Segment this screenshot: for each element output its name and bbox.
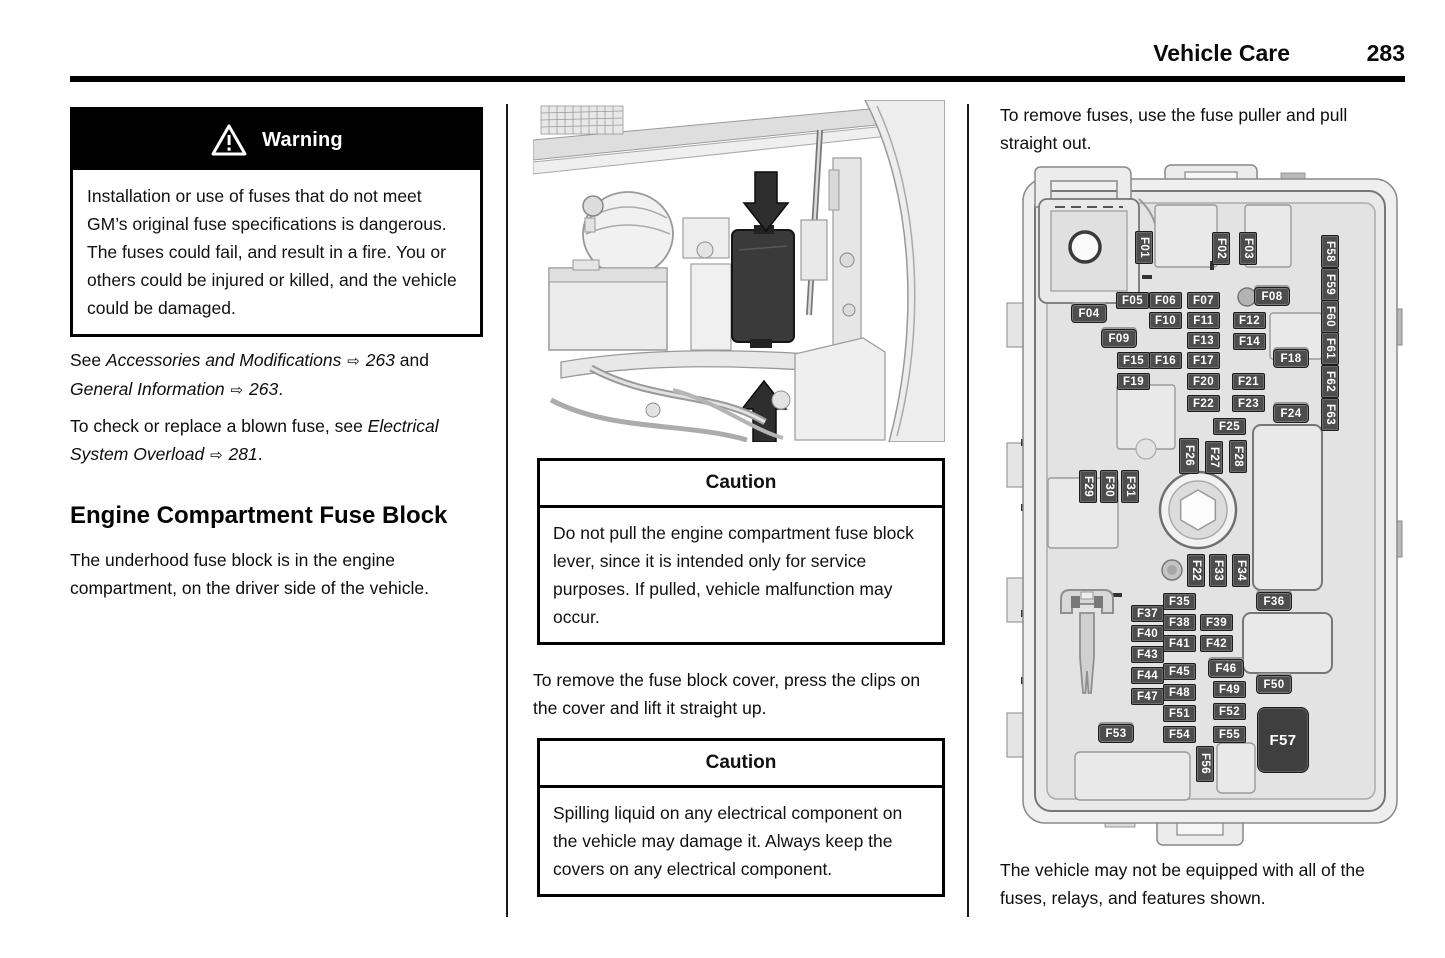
fuse-label-F62-7: F62 <box>1321 365 1339 398</box>
fuse-label-F55-60: F55 <box>1213 726 1246 743</box>
fuse-label-F21-26: F21 <box>1232 373 1265 390</box>
fuse-label-F02-1: F02 <box>1212 232 1230 265</box>
fuse-label-F61-6: F61 <box>1321 332 1339 365</box>
remove-cover-paragraph: To remove the fuse block cover, press the clips on the cover and lift it straight up. <box>533 670 921 718</box>
fuse-label-F44-49: F44 <box>1131 667 1164 684</box>
fuse-label-F22-37: F22 <box>1187 554 1205 587</box>
fuse-label-F22-27: F22 <box>1187 395 1220 412</box>
fuse-label-F08-13: F08 <box>1254 287 1290 306</box>
caution-box-2 <box>537 738 945 897</box>
fuse-label-F06-11: F06 <box>1149 292 1182 309</box>
fuse-label-F15-20: F15 <box>1117 352 1150 369</box>
fuse-label-F31-36: F31 <box>1121 470 1139 503</box>
text-fragment: To check or replace a blown fuse, see <box>70 416 368 436</box>
text-fragment: See <box>70 350 106 370</box>
caution-box-1 <box>537 458 945 645</box>
fuse-block-cover <box>732 225 794 348</box>
page-reference-arrow-icon: ⇨ <box>347 352 360 370</box>
warning-box <box>70 107 483 337</box>
fuse-label-F20-25: F20 <box>1187 373 1220 390</box>
column-divider-left <box>506 104 508 917</box>
footer-note-paragraph: The vehicle may not be equipped with all of the fuses, relays, and features shown. <box>1000 860 1365 908</box>
fuse-label-F03-2: F03 <box>1239 232 1257 265</box>
center-stud <box>1160 472 1236 548</box>
fuse-label-F43-48: F43 <box>1131 646 1164 663</box>
fuse-label-F14-19: F14 <box>1233 333 1266 350</box>
caution-box-1-title: Caution <box>540 461 942 508</box>
fuse-label-F59-4: F59 <box>1321 268 1339 301</box>
caution-box-1-body: Do not pull the engine compartment fuse block lever, since it is intended only for service purposes. If pulled, vehicle malfunction may occur. <box>553 523 914 627</box>
fuse-label-F53-58: F53 <box>1098 724 1134 743</box>
fuse-label-F25-30: F25 <box>1213 418 1246 435</box>
fuse-label-F30-35: F30 <box>1100 470 1118 503</box>
fuse-label-F58-3: F58 <box>1321 235 1339 268</box>
fuse-label-F51-56: F51 <box>1163 705 1196 722</box>
text-fragment: Accessories and Modifications <box>106 350 342 370</box>
text-fragment: 281 <box>228 444 258 464</box>
fuse-label-F56-61: F56 <box>1196 746 1214 782</box>
text-fragment: Electrical System Overload <box>70 416 439 464</box>
fuse-label-F18-23: F18 <box>1273 349 1309 368</box>
fuse-label-F50-55: F50 <box>1256 675 1292 694</box>
text-fragment: General Information <box>70 379 225 399</box>
underhood-fuse-block-diagram <box>1005 163 1405 853</box>
text-fragment: and <box>394 350 429 370</box>
fuse-label-F46-51: F46 <box>1208 659 1244 678</box>
fuse-label-F52-57: F52 <box>1213 703 1246 720</box>
text-fragment: . <box>257 444 263 464</box>
text-fragment: 263 <box>249 379 279 399</box>
fuse-label-F11-16: F11 <box>1187 312 1220 329</box>
fuse-label-F57-62: F57 <box>1257 707 1309 773</box>
fuse-label-F26-31: F26 <box>1179 438 1199 474</box>
page-reference-arrow-icon: ⇨ <box>230 381 244 399</box>
fuse-label-F38-43: F38 <box>1163 614 1196 631</box>
cowl-grille-hatch <box>541 106 623 134</box>
page-reference-arrow-icon: ⇨ <box>210 446 223 464</box>
fuse-label-F37-42: F37 <box>1131 605 1164 622</box>
fuse-label-F27-32: F27 <box>1205 441 1223 474</box>
text-fragment: 263 <box>365 350 395 370</box>
fuse-label-F34-39: F34 <box>1232 554 1250 587</box>
fuse-label-F23-28: F23 <box>1232 395 1265 412</box>
engine-compartment-illustration <box>533 100 945 442</box>
fuse-label-F35-40: F35 <box>1163 593 1196 610</box>
fuse-label-F45-50: F45 <box>1163 663 1196 680</box>
fuse-label-F47-52: F47 <box>1131 688 1164 705</box>
page-title: Vehicle Care <box>1153 40 1290 66</box>
fuse-label-F12-17: F12 <box>1233 312 1266 329</box>
warning-box-body: Installation or use of fuses that do not meet GM’s original fuse specifications is dangerous. The fuses could fail, and result in a fire. You or others could be injured or killed, and the vehicle could be damaged. <box>87 186 457 318</box>
down-arrow-icon <box>744 172 788 231</box>
fuse-label-F40-45: F40 <box>1131 625 1164 642</box>
fuse-label-F63-8: F63 <box>1321 398 1339 431</box>
fuse-label-F36-41: F36 <box>1256 592 1292 611</box>
header-rule <box>70 76 1405 82</box>
fuse-label-F19-24: F19 <box>1117 373 1150 390</box>
warning-triangle-icon <box>210 123 248 157</box>
section-heading: Engine Compartment Fuse Block <box>70 502 448 529</box>
fuse-label-F04-9: F04 <box>1071 304 1107 323</box>
fuse-label-F10-15: F10 <box>1149 312 1182 329</box>
reference-paragraph-2 <box>70 412 482 469</box>
fuse-label-F09-14: F09 <box>1101 329 1137 348</box>
fuse-label-F13-18: F13 <box>1187 332 1220 349</box>
section-body: The underhood fuse block is in the engine compartment, on the driver side of the vehicle. <box>70 550 429 598</box>
warning-box-title: Warning <box>262 128 343 151</box>
battery <box>549 260 667 350</box>
fuse-label-F05-10: F05 <box>1116 292 1149 309</box>
page-number: 283 <box>1366 40 1405 66</box>
fuse-label-F01-0: F01 <box>1135 231 1153 264</box>
fuse-label-F48-53: F48 <box>1163 684 1196 701</box>
fuse-label-F29-34: F29 <box>1079 470 1097 503</box>
text-fragment: . <box>278 379 284 399</box>
fuse-label-F39-44: F39 <box>1200 614 1233 631</box>
fuse-label-F60-5: F60 <box>1321 300 1339 333</box>
fuse-label-F49-54: F49 <box>1213 681 1246 698</box>
fuse-label-F33-38: F33 <box>1209 554 1227 587</box>
fuse-label-F41-46: F41 <box>1163 635 1196 652</box>
fuse-label-F07-12: F07 <box>1187 292 1220 309</box>
fuse-label-F17-22: F17 <box>1187 352 1220 369</box>
reference-paragraph-1 <box>70 346 482 404</box>
fuse-label-F16-21: F16 <box>1149 352 1182 369</box>
caution-box-2-title: Caution <box>540 741 942 788</box>
text-fragment <box>225 379 230 399</box>
column-divider-right <box>967 104 969 917</box>
fuse-label-F54-59: F54 <box>1163 726 1196 743</box>
fuse-label-F28-33: F28 <box>1229 440 1247 473</box>
fuse-label-F24-29: F24 <box>1273 404 1309 423</box>
warning-box-header <box>73 110 480 170</box>
remove-fuses-paragraph: To remove fuses, use the fuse puller and pull straight out. <box>1000 105 1348 153</box>
fuse-label-F42-47: F42 <box>1200 635 1233 652</box>
caution-box-2-body: Spilling liquid on any electrical component on the vehicle may damage it. Always keep the covers on any electrical component. <box>553 803 903 879</box>
